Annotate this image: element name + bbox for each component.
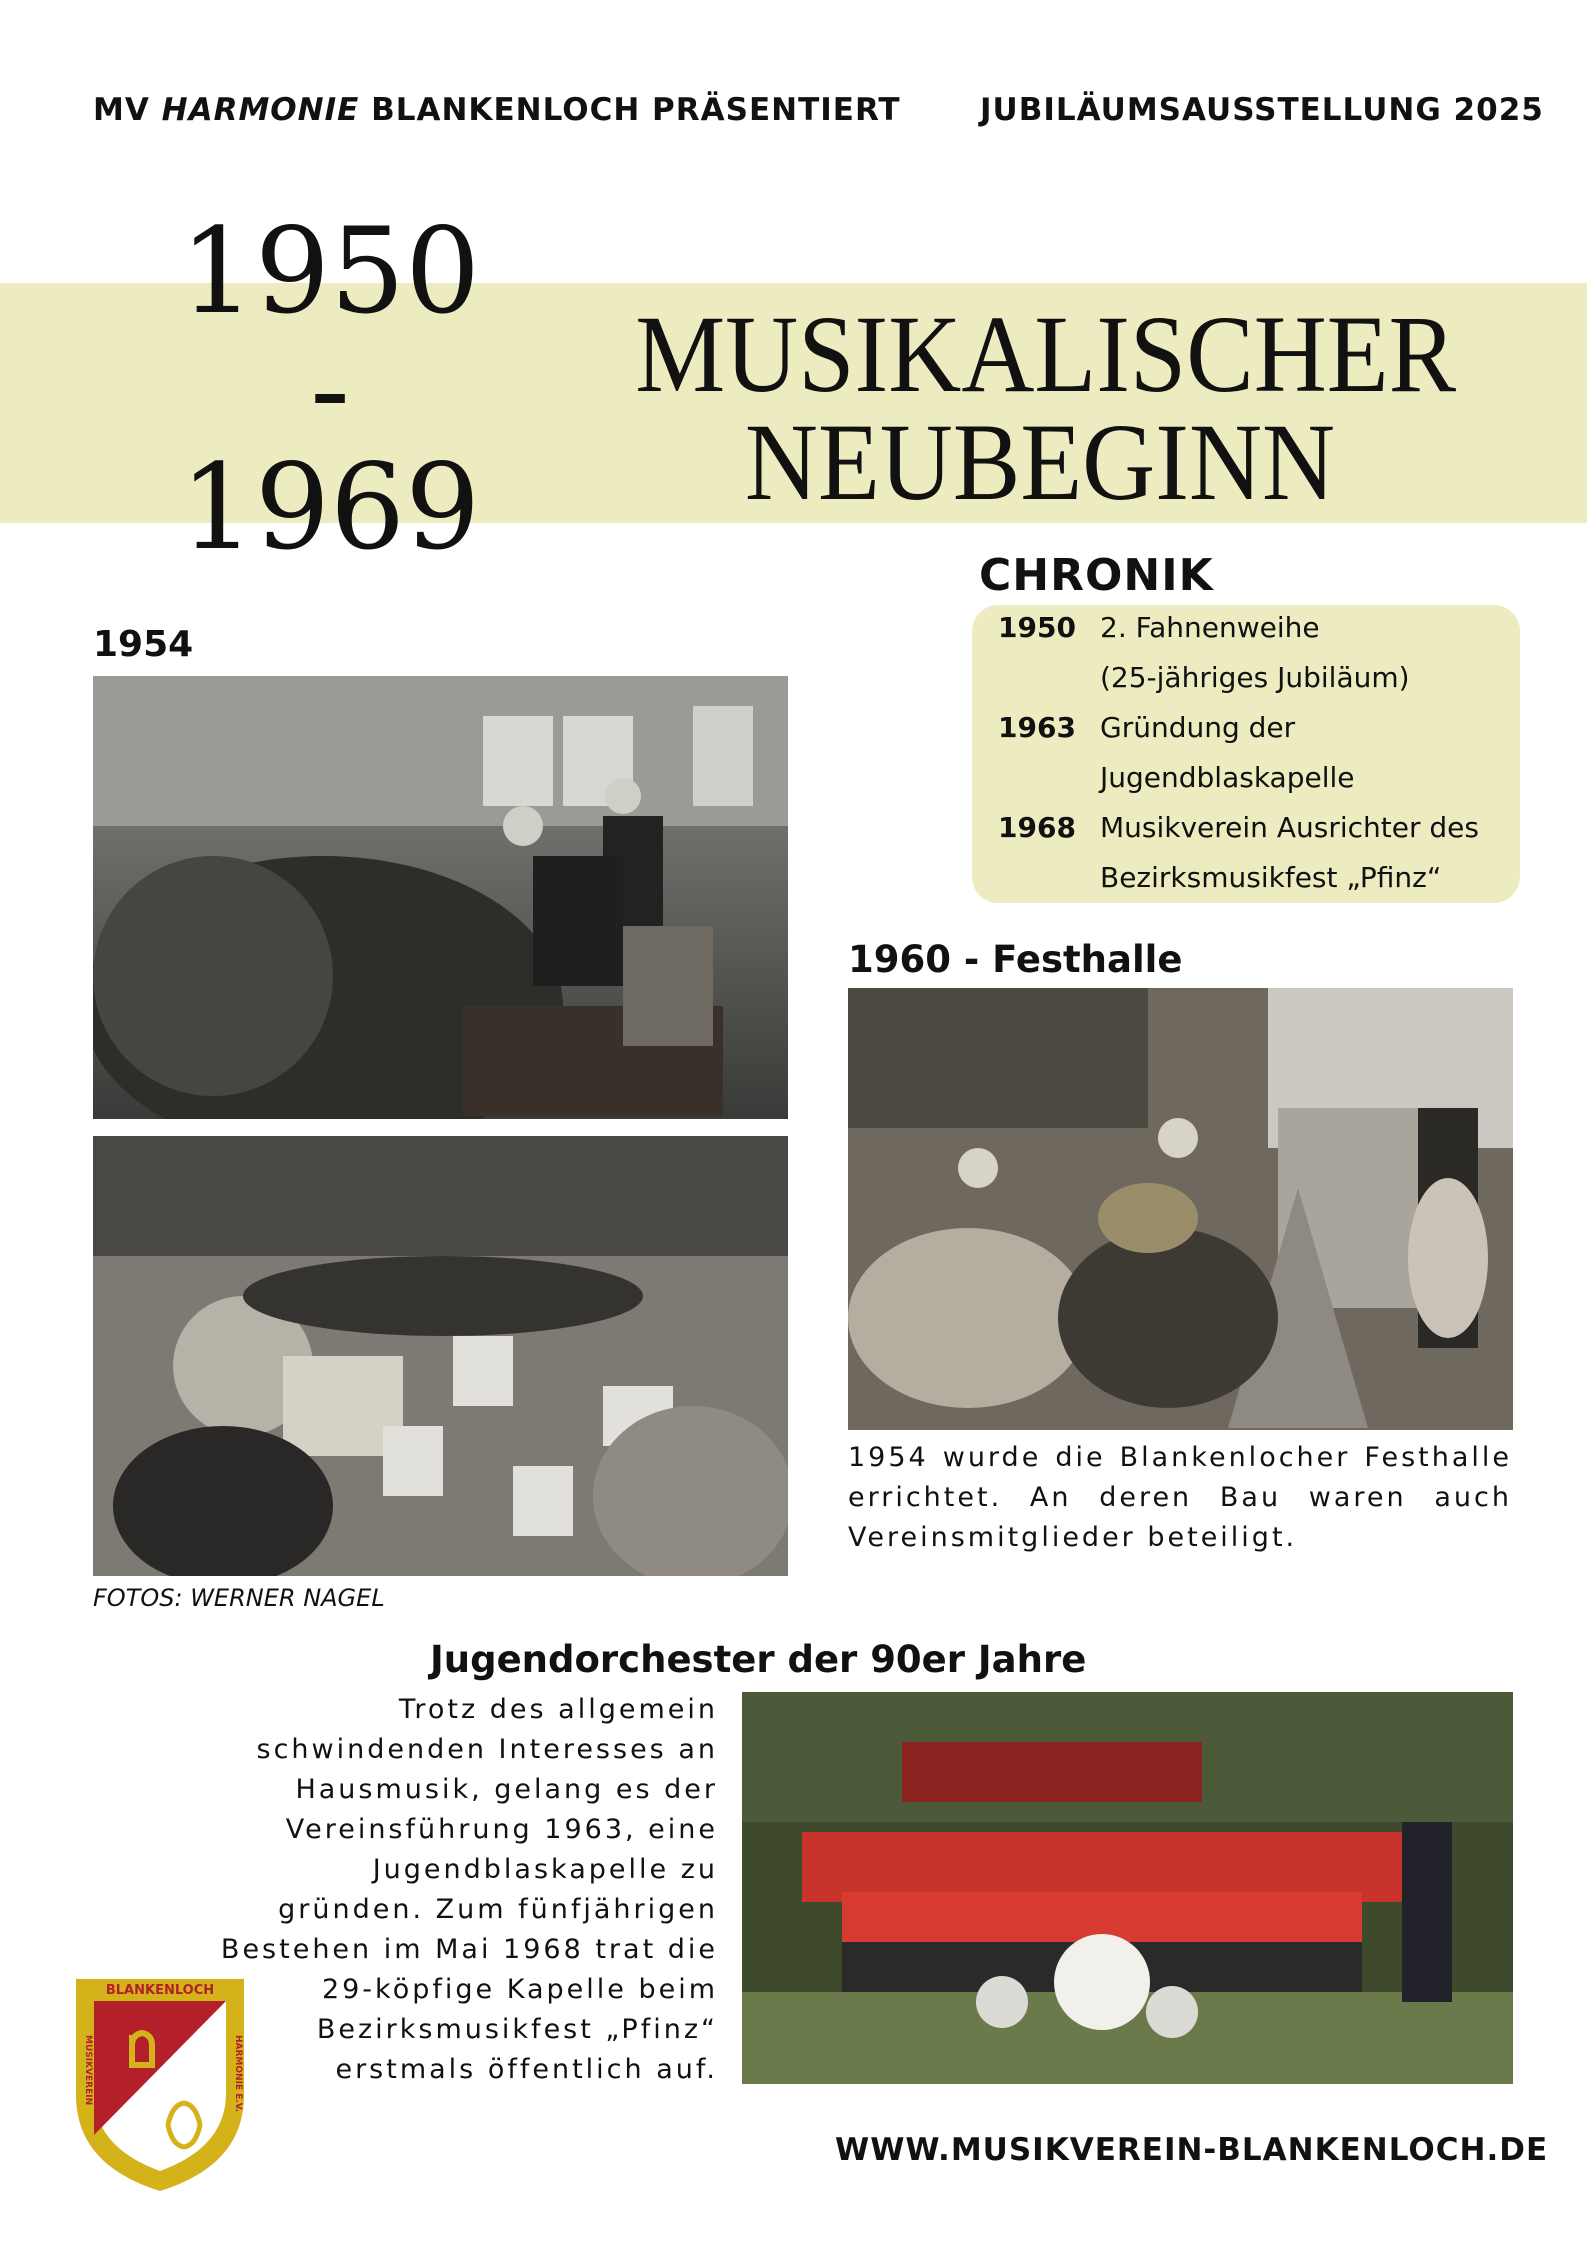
chronik-row: 1968 Musikverein Ausrichter des	[998, 811, 1479, 844]
chronik-heading: CHRONIK	[979, 550, 1214, 601]
festhalle-text: 1954 wurde die Blankenlocher Festhalle errichtet. An deren Bau waren auch Vereinsmitglieder beteiligt.	[848, 1442, 1512, 1553]
period-start: 1950	[179, 202, 481, 340]
crest-left-text: MUSIKVEREIN	[83, 2035, 93, 2106]
chronik-row: Bezirksmusikfest „Pfinz“	[1100, 861, 1442, 894]
club-crest-logo	[72, 1975, 248, 2195]
label-festhalle: 1960 - Festhalle	[848, 938, 1183, 981]
period-end: 1969	[179, 438, 481, 576]
website-url[interactable]: WWW.MUSIKVEREIN-BLANKENLOCH.DE	[835, 2132, 1549, 2168]
period-dash: -	[310, 320, 350, 458]
jugend-text: Trotz des allgemein schwindenden Interesses an Hausmusik, gelang es der Vereinsführung 1963, eine Jugendblaskapelle zu gründen. Zum fünfjährigen Bestehen im Mai 1968 trat die 29-köpfige Kapelle beim Bezirksmusikfest „Pfinz“ erstmals öffentlich auf.	[220, 1694, 718, 2085]
photo-youth-orchestra	[742, 1692, 1513, 2084]
exhibition-title: JUBILÄUMSAUSSTELLUNG 2025	[980, 92, 1544, 128]
presenter-line: MV HARMONIE BLANKENLOCH PRÄSENTIERT	[93, 92, 901, 128]
photo-festhalle	[848, 988, 1513, 1430]
crest-top-text: BLANKENLOCH	[105, 1983, 215, 1998]
chronik-row: Jugendblaskapelle	[1100, 761, 1355, 794]
label-1954: 1954	[93, 624, 194, 665]
chronik-row: 1950 2. Fahnenweihe	[998, 611, 1320, 644]
photo-1954-concert	[93, 1136, 788, 1576]
period-years	[150, 202, 510, 576]
chronik-row: (25-jähriges Jubiläum)	[1100, 661, 1410, 694]
page-title: MUSIKALISCHER NEUBEGINN	[635, 293, 1457, 523]
chronik-row: 1963 Gründung der	[998, 711, 1296, 744]
crest-right-text: HARMONIE E.V.	[233, 2035, 243, 2112]
jugend-heading: Jugendorchester der 90er Jahre	[430, 1638, 1087, 1681]
photo-1954-parade	[93, 676, 788, 1119]
photo-credit: FOTOS: WERNER NAGEL	[93, 1584, 385, 1612]
